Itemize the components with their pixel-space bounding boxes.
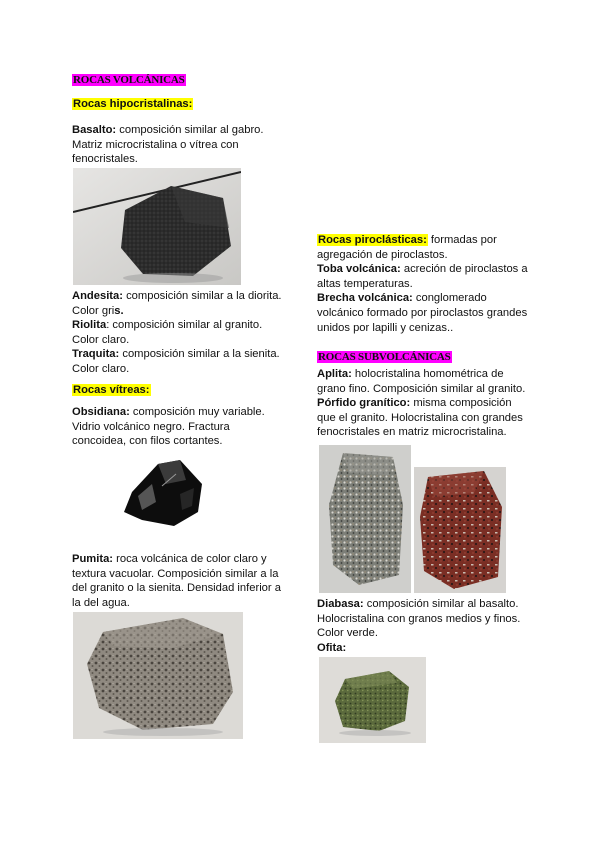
diabasa-term: Diabasa:: [317, 598, 364, 610]
pumita-term: Pumita:: [72, 553, 114, 565]
basalt-photo: [73, 168, 241, 285]
diabasa-ofita-text: Diabasa: composición similar al basalto. Holocristalina con granos medios y finos. Color verde. Ofita:: [317, 598, 521, 654]
obsidiana-text: Obsidiana: composición muy variable. Vidrio volcánico negro. Fractura concoidea, con filos cortantes.: [72, 406, 265, 448]
obsidiana-term: Obsidiana:: [72, 406, 130, 418]
ofita-term: Ofita:: [317, 641, 347, 654]
basalto-term: Basalto:: [72, 124, 117, 136]
granite-porphyry-photo: [414, 467, 506, 593]
pumice-photo: [73, 612, 243, 739]
obsidian-photo: [118, 454, 210, 534]
section-title-subvolcanic: ROCAS SUBVOLCÁNICAS: [318, 351, 451, 363]
heading-vitreas: Rocas vítreas:: [73, 384, 150, 396]
pumita-text: Pumita: roca volcánica de color claro y textura vacuolar. Composición similar a la del granito o la sienita. Densidad inferior a la del agua.: [72, 553, 281, 609]
ophite-photo: [319, 657, 426, 743]
aplita-term: Aplita:: [317, 368, 352, 380]
piroclasticas-term: Rocas piroclásticas:: [318, 234, 427, 246]
porfido-term: Pórfido granítico:: [317, 397, 411, 410]
aplita-porfido-text: Aplita: holocristalina homométrica de grano fino. Composición similar al granito. Pórfido granítico: misma composición que el granito. Holocristalina con grandes fenocristales en matriz microcristalina.: [317, 368, 526, 439]
andesita-term: Andesita:: [72, 290, 123, 302]
section-title-volcanic: ROCAS VOLCÁNICAS: [73, 74, 185, 86]
riolita-term: Riolita: [72, 319, 107, 332]
brecha-term: Brecha volcánica:: [317, 292, 413, 305]
basalto-text: Basalto: composición similar al gabro. Matriz microcristalina o vítrea con fenocristales.: [72, 124, 264, 166]
andesita-riolita-traquita-text: Andesita: composición similar a la diorita. Color gris. Riolita: composición similar al granito. Color claro. Traquita: composición similar a la sienita. Color claro.: [72, 290, 282, 375]
piroclasticas-text: Rocas piroclásticas: formadas por agregación de piroclastos. Toba volcánica: acreción de piroclastos a altas temperaturas. Brecha volcánica: conglomerado volcánico formado por piroclastos grandes unidos por lapilli y cenizas..: [317, 234, 528, 334]
traquita-term: Traquita:: [72, 348, 120, 361]
heading-hipocristalinas: Rocas hipocristalinas:: [73, 98, 193, 110]
aplite-photo: [319, 445, 411, 593]
toba-term: Toba volcánica:: [317, 263, 401, 276]
